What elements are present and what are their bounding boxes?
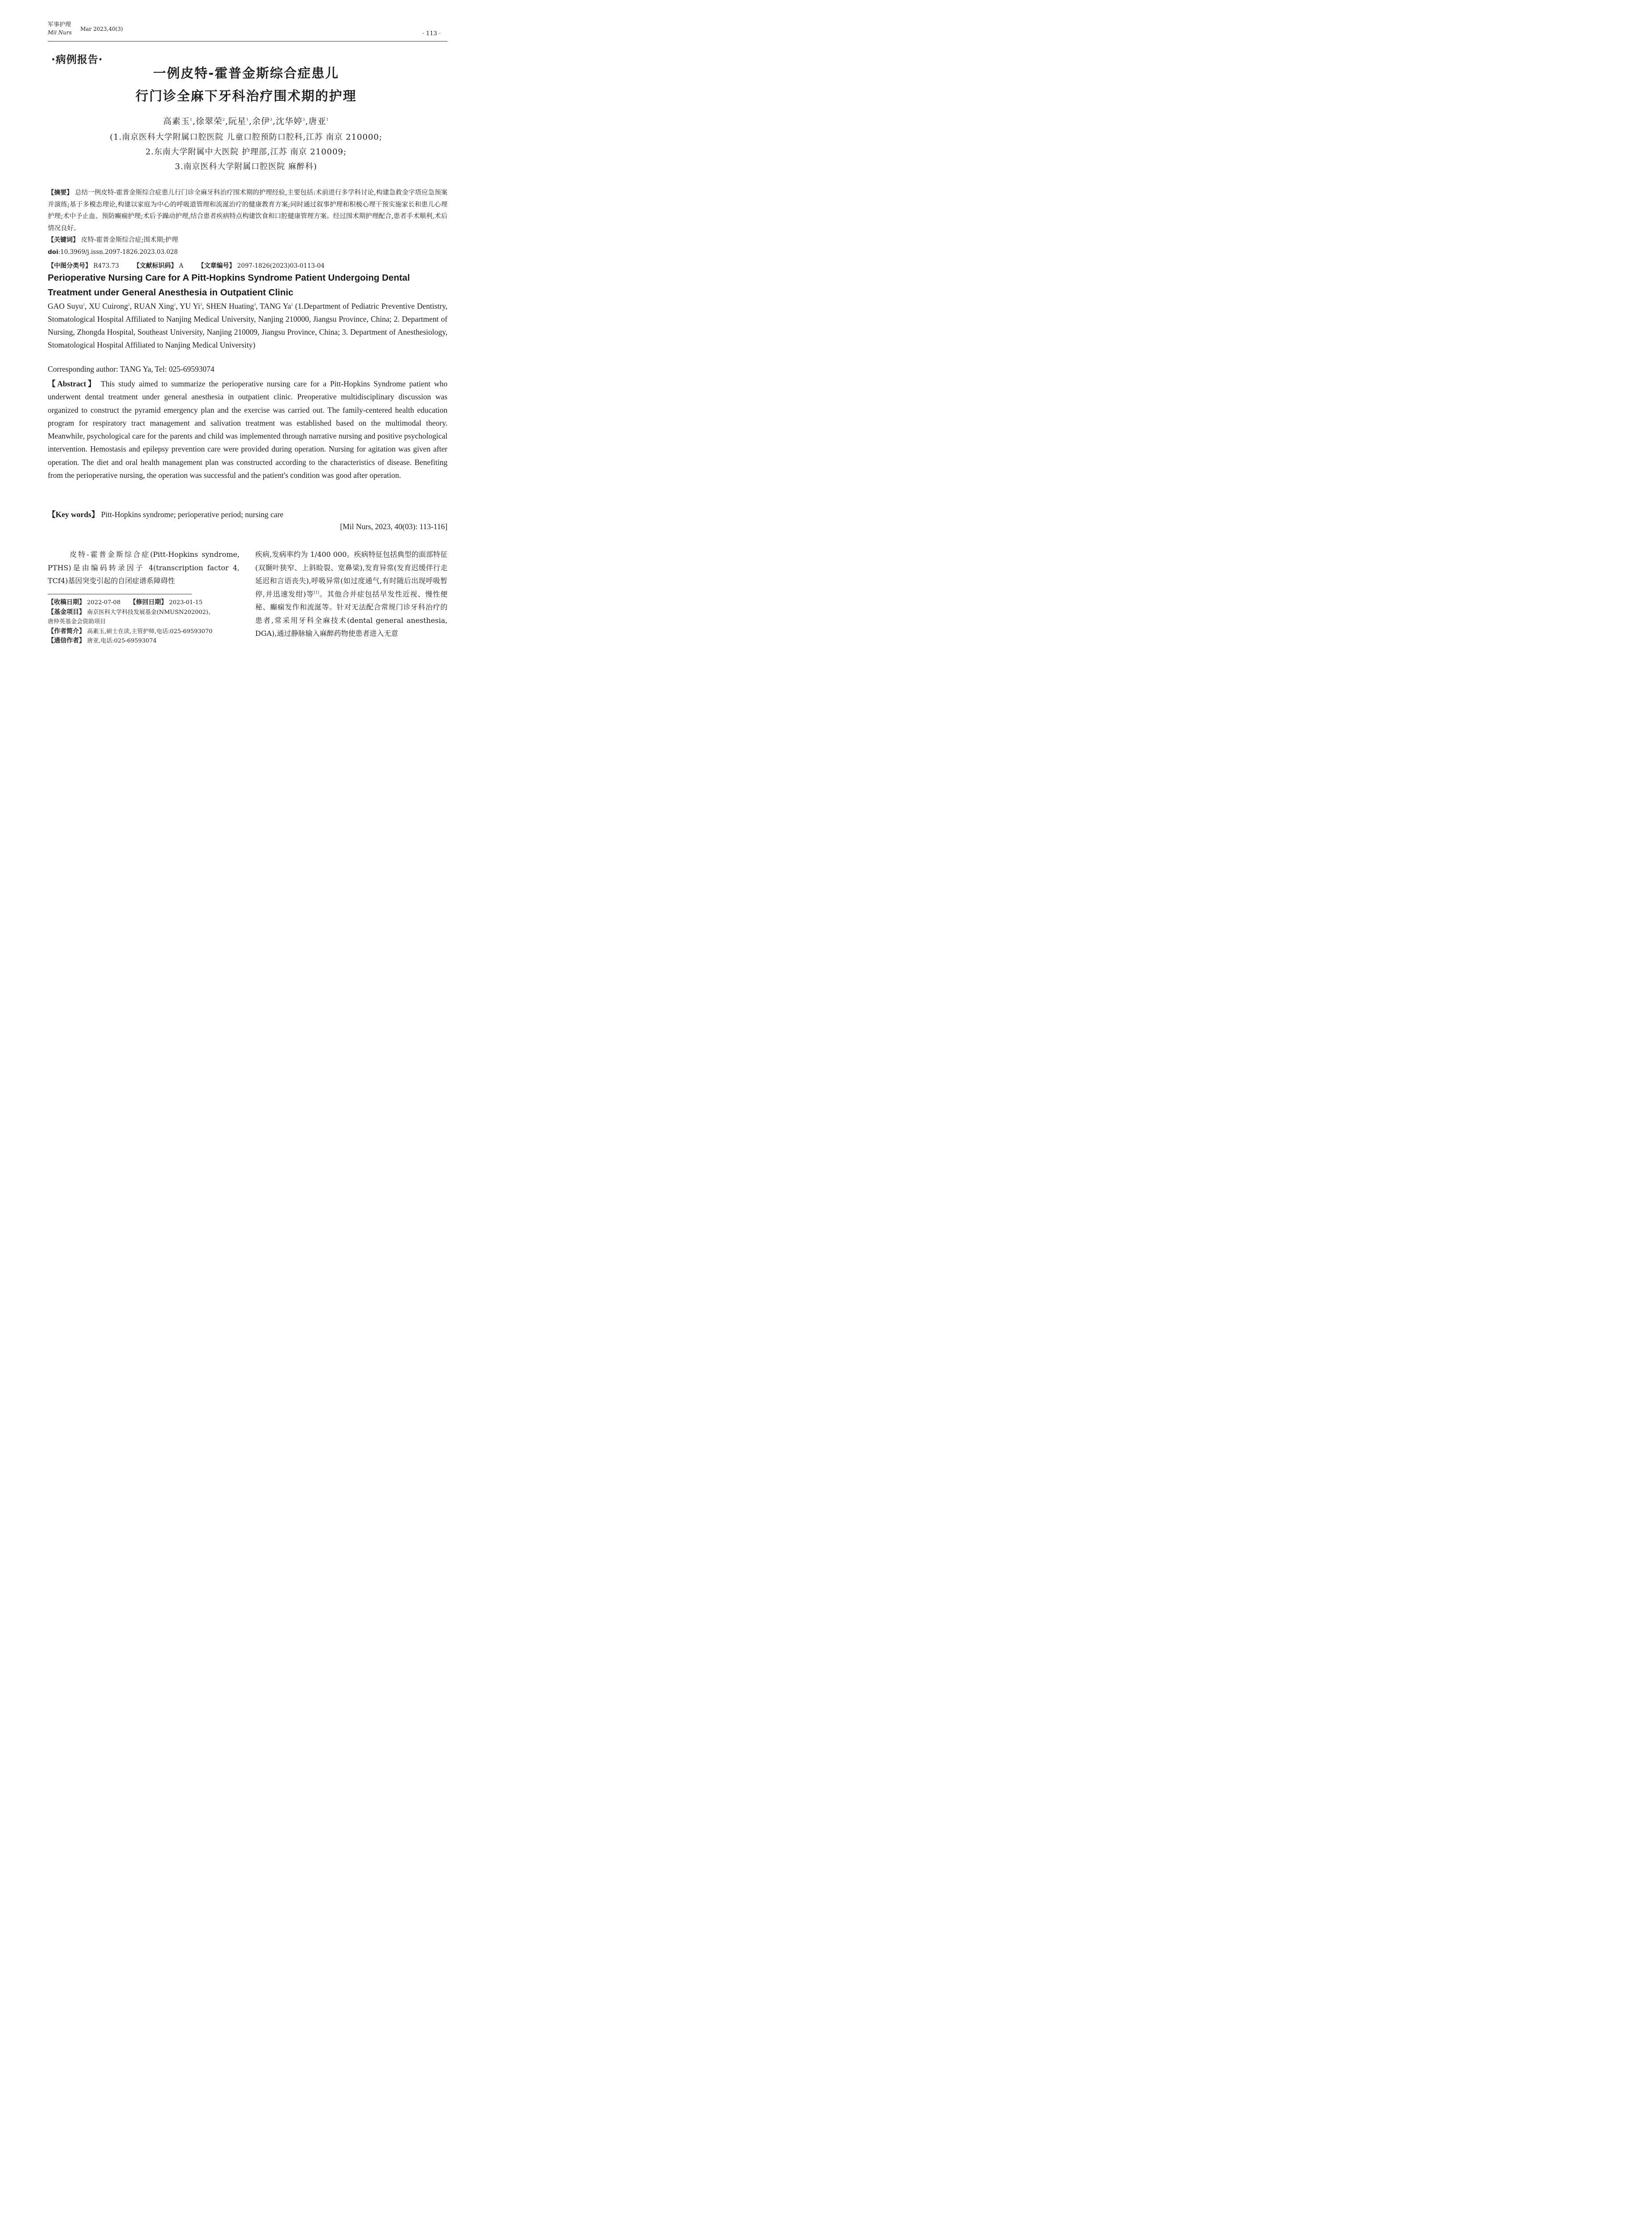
doi (48, 249, 178, 256)
author-name-en: YU Yi (179, 302, 200, 311)
abstract-en-text: This study aimed to summarize the perioperative nursing care for a Pitt-Hopkins Syndrome patient who underwent dental treatment under general anesthesia in outpatient clinic. Preoperative multidisciplinary discussion was organized to construct the pyramid emergency plan and the exercise was carried out. The family-centered health education program for respiratory tract management and salivation treatment was established based on the multimodal theory. Meanwhile, psychological care for the parents and child was implemented through narrative nursing and positive psychological intervention. Hemostasis and epilepsy prevention care were provided during operation. Nursing for agitation was given after operation. The diet and oral health management plan was constructed according to the characteristics of disease. Benefiting from the perioperative nursing, the operation was successful and the patient's condition was good after operation. (48, 379, 447, 480)
author-name: 余伊 (252, 116, 270, 126)
author-affil-sup: 3 (302, 117, 306, 122)
revised-label: 【修回日期】 (129, 599, 167, 606)
keywords-cn (48, 235, 178, 244)
revised-value: 2023-01-15 (169, 599, 203, 606)
article-number-label: 【文章编号】 (198, 262, 236, 270)
footnote-correspondence (48, 636, 244, 646)
keywords-cn-label: 【关键词】 (48, 236, 79, 244)
citation: [Mil Nurs, 2023, 40(03): 113-116] (340, 522, 447, 531)
corresponding-author: Corresponding author: TANG Ya, Tel: 025-69593074 (48, 365, 215, 373)
fund-value: 南京医科大学科技发展基金(NMUSN202002)、 (87, 609, 214, 616)
body-paragraph: 皮特-霍普金斯综合症(Pitt-Hopkins syndrome, PTHS)是由编码转录因子 4(transcription factor 4, TCf4)基因突变引起的自闭症谱系障碍性 (48, 550, 240, 585)
fund-label: 【基金项目】 (48, 608, 85, 616)
author-list-en: GAO Suyu$^1$, XU Cuirong$^2$, RUAN Xing$^1$, YU Yi$^3$, SHEN Huating$^3$, TANG Ya$^1$ (1.Department of Pediatric Preventive Dentistry, Stomatological Hospital Affiliated to Nanjing Medical University, Nanjing 210000, Jiangsu Province, China; 2. Department of Nursing, Zhongda Hospital, Southeast University, Nanjing 210009, Jiangsu Province, China; 3. Department of Anesthesiology, Stomatological Hospital Affiliated to Nanjing Medical University) (48, 302, 448, 349)
author-bio-label: 【作者简介】 (48, 627, 85, 635)
received-value: 2022-07-08 (87, 599, 121, 606)
received-label: 【收稿日期】 (48, 599, 85, 606)
abstract-en-label: 【Abstract】 (48, 379, 98, 388)
doi-label: doi (48, 249, 58, 256)
body-paragraph-cont: 。其他合并症包括早发性近视、慢性便秘、癫痫发作和流涎等。针对无法配合常规门诊牙科治疗的患者,常采用牙科全麻技术(dental general anesthesia, DGA),通过静脉输入麻醉药物使患者进入无意 (255, 589, 447, 638)
title-en: Perioperative Nursing Care for A Pitt-Hopkins Syndrome Patient Undergoing Dental Treatment under General Anesthesia in Outpatient Clinic (48, 273, 410, 298)
body-column-right (255, 548, 447, 640)
author-name: 高素玉 (163, 116, 190, 126)
author-name: 唐亚 (308, 116, 327, 126)
author-list-cn: 高素玉$^1$,徐翠荣$^2$,阮星$^1$,余伊$^3$,沈华婷$^3$,唐亚$^1$ (163, 116, 329, 126)
footnote-received (48, 598, 244, 608)
doc-code-value: A (179, 262, 184, 270)
body-column-left (48, 548, 240, 588)
column-tag: ·病例报告· (51, 54, 103, 66)
correspondence-value: 唐亚,电话:025-69593074 (87, 638, 157, 644)
doi-value[interactable]: :10.3969/j.issn.2097-1826.2023.03.028 (58, 249, 178, 256)
correspondence-label: 【通信作者】 (48, 637, 85, 644)
reference-link[interactable]: [1] (314, 590, 319, 595)
classification-line (48, 261, 325, 270)
footnote-author (48, 627, 244, 637)
author-affil-sup: 1 (174, 303, 176, 307)
author-name-en: RUAN Xing (134, 302, 174, 311)
author-affil-sup: 1 (190, 117, 193, 122)
body-paragraph: 疾病,发病率约为 1/400 000。疾病特征包括典型的面部特征(双颞叶狭窄、上斜睑裂、宽鼻梁),发育异常(发育迟缓伴行走延迟和言语丧失),呼吸异常(如过度通气,有时随后出现呼吸暂停,并迅速发绀)等 (255, 550, 447, 598)
author-name-en: TANG Ya (260, 302, 291, 311)
author-affil-sup: 3 (270, 117, 273, 122)
footnote-fund (48, 608, 244, 618)
footnotes (48, 598, 244, 646)
clc-label: 【中图分类号】 (48, 262, 91, 270)
author-name: 沈华婷 (276, 116, 303, 126)
author-bio-value: 高素玉,硕士在读,主管护师,电话:025-69593070 (87, 628, 213, 635)
author-name-en: GAO Suyu (48, 302, 83, 311)
keywords-en (48, 509, 283, 520)
author-name: 阮星 (228, 116, 246, 126)
page-number: · 113 · (422, 30, 441, 37)
abstract-cn (48, 187, 447, 234)
author-affil-sup: 1 (326, 117, 329, 122)
abstract-cn-label: 【摘要】 (48, 189, 73, 196)
abstract-cn-text: 总结一例皮特-霍普金斯综合症患儿行门诊全麻牙科治疗围术期的护理经验,主要包括:术前进行多学科讨论,构建急救金字塔应急预案并演练;基于多模态理论,构建以家庭为中心的呼吸道管理和流涎治疗的健康教育方案;同时通过叙事护理和积极心理干预实施家长和患儿心理护理;术中予止血、预防癫痫护理;术后予躁动护理,结合患者疾病特点构建饮食和口腔健康管理方案。经过围术期护理配合,患者手术顺利,术后情况良好。 (48, 189, 448, 232)
article-number-value: 2097-1826(2023)03-0113-04 (237, 262, 325, 270)
author-affil-sup: 2 (128, 303, 130, 307)
doc-code-label: 【文献标识码】 (133, 262, 177, 270)
affiliations-en: (1.Department of Pediatric Preventive Dentistry, Stomatological Hospital Affiliated to Nanjing Medical University, Nanjing 210000, Jiangsu Province, China; 2. Department of Nursing, Zhongda Hospital, Southeast University, Nanjing 210009, Jiangsu Province, China; 3. Department of Anesthesiology, Stomatological Hospital Affiliated to Nanjing Medical University) (48, 302, 448, 349)
author-affil-sup: 1 (83, 303, 85, 307)
journal-name-cn: 军事护理 (48, 21, 71, 28)
author-name-en: SHEN Huating (206, 302, 254, 311)
title-line-1: 一例皮特-霍普金斯综合症患儿 (153, 66, 340, 81)
author-affil-sup: 3 (200, 303, 202, 307)
author-affil-sup: 1 (246, 117, 249, 122)
keywords-en-label: 【Key words】 (48, 510, 99, 519)
footnote-fund-cont: 唐仲英基金会资助项目 (48, 618, 106, 625)
affiliation-line-3: 3.南京医科大学附属口腔医院 麻醉科) (175, 162, 317, 171)
abstract-en (48, 377, 447, 482)
author-affil-sup: 2 (222, 117, 225, 122)
journal-issue: Mar 2023,40(3) (80, 26, 123, 32)
journal-name-en: Mil Nurs (48, 29, 72, 36)
author-affil-sup: 3 (254, 303, 256, 307)
author-name: 徐翠荣 (195, 116, 223, 126)
affiliation-line-2: 2.东南大学附属中大医院 护理部,江苏 南京 210009; (145, 147, 347, 157)
affiliation-line-1: (1.南京医科大学附属口腔医院 儿童口腔预防口腔科,江苏 南京 210000; (110, 133, 382, 142)
keywords-cn-text: 皮特-霍普金斯综合症;围术期;护理 (81, 236, 178, 244)
author-name-en: XU Cuirong (89, 302, 128, 311)
author-affil-sup: 1 (291, 303, 293, 307)
title-line-2: 行门诊全麻下牙科治疗围术期的护理 (135, 88, 357, 104)
keywords-en-text: Pitt-Hopkins syndrome; perioperative period; nursing care (101, 510, 284, 519)
clc-value: R473.73 (93, 262, 119, 270)
